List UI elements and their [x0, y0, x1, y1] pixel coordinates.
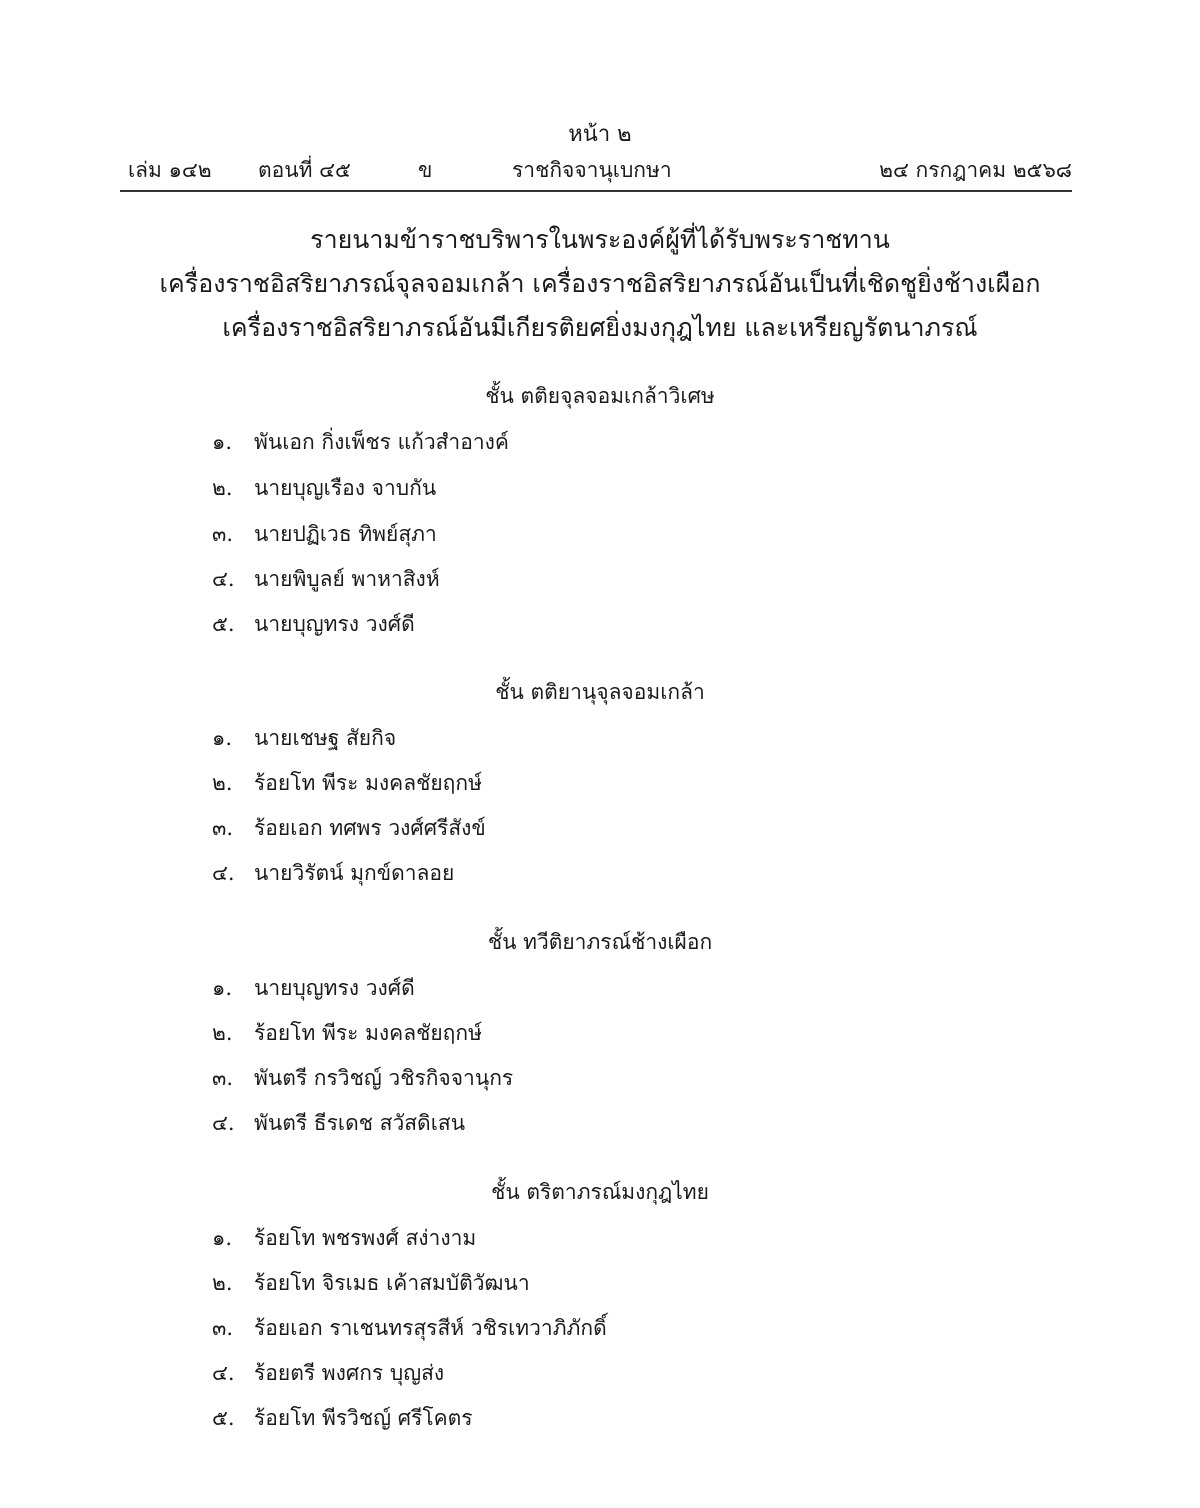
list-item — [212, 1062, 513, 1095]
list-item — [212, 1107, 465, 1140]
item-number: ๒. — [212, 1021, 233, 1045]
document-title — [60, 218, 1140, 350]
list-item — [212, 426, 509, 459]
item-number: ๓. — [212, 816, 234, 840]
item-name: ร้อยเอก ราเชนทรสุรสีห์ วชิรเทวาภิภักดิ์ — [254, 1316, 607, 1340]
gazette-header — [120, 154, 1072, 190]
publication-date: ๒๔ กรกฎาคม ๒๕๖๘ — [879, 158, 1072, 182]
section-heading-2: ชั้น ตติยานุจุลจอมเกล้า — [495, 680, 705, 704]
item-name: นายเชษฐ สัยกิจ — [254, 726, 397, 750]
item-number: ๕. — [212, 1406, 235, 1430]
list-item — [212, 1267, 530, 1300]
item-name: นายพิบูลย์ พาหาสิงห์ — [254, 567, 440, 591]
section-heading-4: ชั้น ตริตาภรณ์มงกุฎไทย — [491, 1180, 709, 1204]
header-divider — [120, 190, 1072, 192]
item-name: นายบุญเรือง จาบกัน — [254, 476, 437, 500]
list-item — [212, 1402, 473, 1435]
volume-label: เล่ม ๑๔๒ — [128, 158, 212, 182]
item-number: ๔. — [212, 567, 235, 591]
list-item — [212, 722, 396, 755]
list-item — [212, 1312, 607, 1345]
item-number: ๓. — [212, 1316, 234, 1340]
title-line-1: รายนามข้าราชบริพารในพระองค์ผู้ที่ได้รับพระราชทาน — [310, 225, 890, 254]
item-name: ร้อยโท พชรพงศ์ สง่างาม — [254, 1226, 477, 1250]
list-item — [212, 812, 486, 845]
item-name: นายบุญทรง วงศ์ดี — [254, 976, 415, 1000]
item-number: ๔. — [212, 861, 235, 885]
title-line-3: เครื่องราชอิสริยาภรณ์อันมีเกียรติยศยิ่งมงกุฎไทย และเหรียญรัตนาภรณ์ — [222, 313, 978, 342]
item-number: ๒. — [212, 476, 233, 500]
list-item — [212, 1222, 476, 1255]
item-name: นายวิรัตน์ มุกข์ดาลอย — [254, 861, 455, 885]
list-item — [212, 608, 415, 641]
item-name: พันเอก กิ่งเพ็ชร แก้วสำอางค์ — [254, 430, 509, 454]
item-number: ๑. — [212, 430, 233, 454]
item-number: ๑. — [212, 976, 233, 1000]
list-item — [212, 857, 454, 890]
list-item — [212, 767, 482, 800]
item-name: นายบุญทรง วงศ์ดี — [254, 612, 415, 636]
section-heading-3: ชั้น ทวีติยาภรณ์ช้างเผือก — [487, 930, 713, 954]
item-number: ๓. — [212, 522, 234, 546]
list-item — [212, 1357, 444, 1390]
item-name: ร้อยตรี พงศกร บุญส่ง — [254, 1361, 445, 1385]
item-number: ๒. — [212, 771, 233, 795]
item-number: ๓. — [212, 1066, 234, 1090]
item-number: ๑. — [212, 726, 233, 750]
gazette-name: ราชกิจจานุเบกษา — [512, 158, 672, 182]
item-number: ๒. — [212, 1271, 233, 1295]
item-name: ร้อยเอก ทศพร วงศ์ศรีสังข์ — [254, 816, 486, 840]
list-item — [212, 972, 415, 1005]
list-item — [212, 563, 440, 596]
item-name: ร้อยโท พีระ มงคลชัยฤกษ์ — [254, 771, 482, 795]
item-name: พันตรี กรวิชญ์ วชิรกิจจานุกร — [254, 1066, 514, 1090]
section-heading-1: ชั้น ตติยจุลจอมเกล้าวิเศษ — [485, 384, 715, 408]
list-item — [212, 518, 437, 551]
item-name: ร้อยโท พีรวิชญ์ ศรีโคตร — [254, 1406, 473, 1430]
item-number: ๔. — [212, 1111, 235, 1135]
item-number: ๔. — [212, 1361, 235, 1385]
item-number: ๑. — [212, 1226, 233, 1250]
title-line-2: เครื่องราชอิสริยาภรณ์จุลจอมเกล้า เครื่องราชอิสริยาภรณ์อันเป็นที่เชิดชูยิ่งช้างเผือก — [159, 269, 1041, 298]
list-item — [212, 472, 436, 505]
item-name: นายปฏิเวธ ทิพย์สุภา — [254, 522, 437, 546]
item-name: พันตรี ธีรเดช สวัสดิเสน — [254, 1111, 466, 1135]
item-name: ร้อยโท จิรเมธ เค้าสมบัติวัฒนา — [254, 1271, 530, 1295]
item-name: ร้อยโท พีระ มงคลชัยฤกษ์ — [254, 1021, 482, 1045]
item-number: ๕. — [212, 612, 235, 636]
page-number: หน้า ๒ — [568, 122, 632, 147]
list-item — [212, 1017, 482, 1050]
issue-label: ตอนที่ ๔๕ — [258, 158, 351, 182]
section-label: ข — [418, 158, 433, 182]
